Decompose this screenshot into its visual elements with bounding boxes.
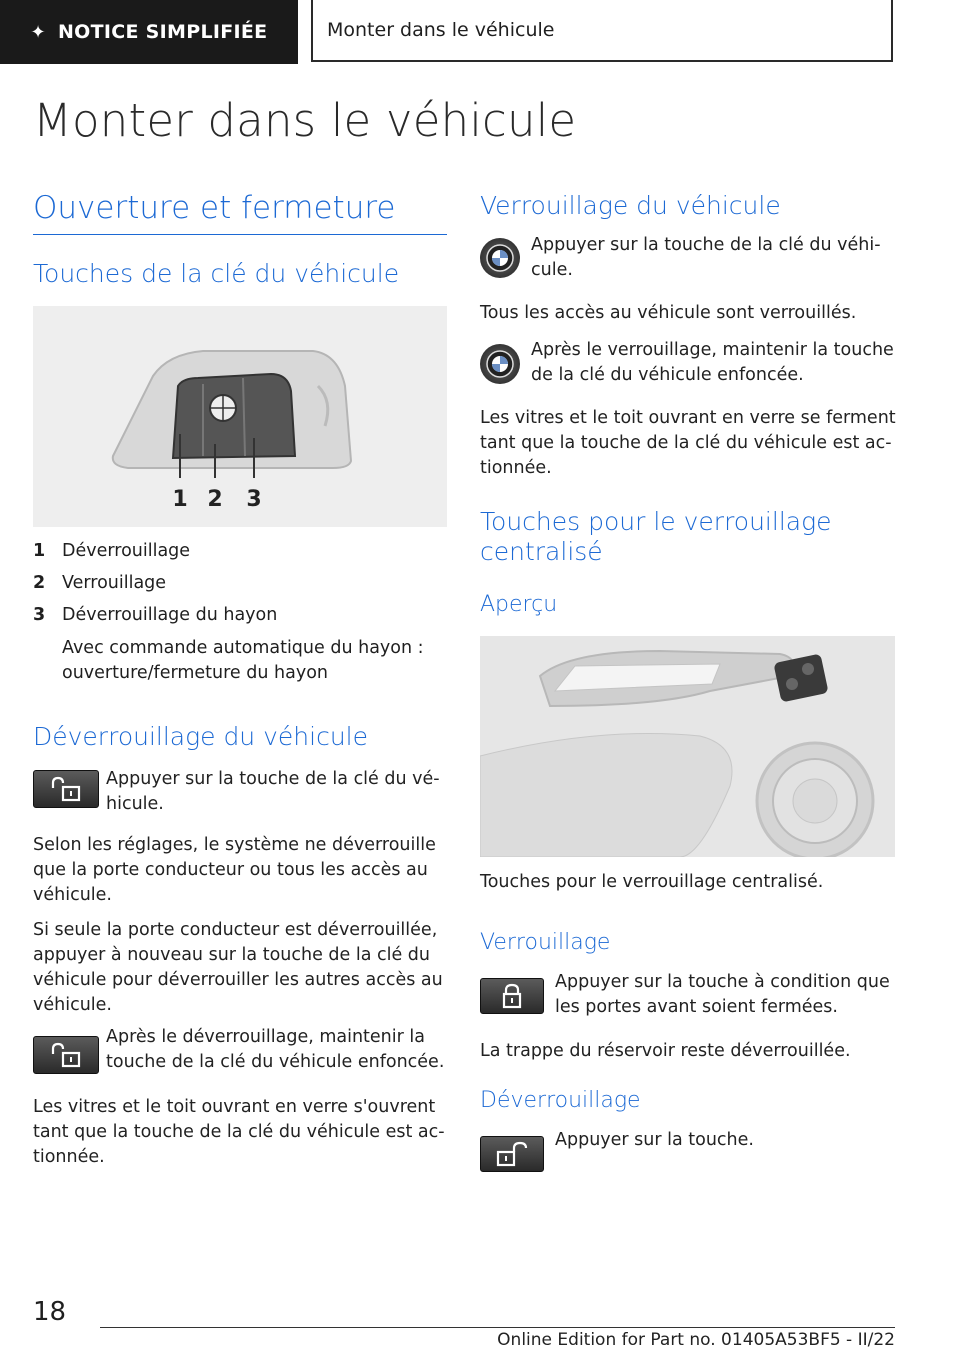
key-legend — [33, 539, 447, 683]
locking-instruction: Appuyer sur la touche à condition que — [555, 972, 890, 992]
unlock-hold-button-symbol — [33, 1036, 99, 1074]
text-line: appuyer à nouveau sur la touche de la clé du — [33, 945, 431, 965]
lock-icon — [501, 983, 523, 1009]
heading-key-buttons: Touches de la clé du véhicule — [33, 259, 400, 288]
header-tab-label: NOTICE SIMPLIFIÉE — [57, 21, 268, 43]
heading-open-close: Ouverture et fermeture — [33, 190, 396, 226]
bmw-logo-icon — [480, 238, 520, 278]
text-line: tionnée. — [33, 1147, 105, 1167]
lock-hold-instruction: Après le verrouillage, maintenir la touche — [531, 340, 894, 360]
text-line: tionnée. — [480, 458, 552, 478]
heading-overview: Aperçu — [480, 592, 558, 617]
locking-paragraph: La trappe du réservoir reste déverrouillée. — [480, 1041, 851, 1061]
unlock-button-symbol — [33, 770, 99, 808]
legend-text: Déverrouillage — [62, 541, 191, 561]
heading-unlocking: Déverrouillage — [480, 1088, 641, 1113]
unlock-hold-instruction: touche de la clé du véhicule enfoncée. — [106, 1052, 445, 1072]
door-caption: Touches pour le verrouillage centralisé. — [480, 872, 824, 892]
heading-unlock: Déverrouillage du véhicule — [33, 722, 368, 751]
door-panel-illustration — [480, 636, 895, 857]
unlock-hold-instruction: Après le déverrouillage, maintenir la — [106, 1027, 425, 1047]
text-line: que la porte conducteur ou tous les accès au — [33, 860, 428, 880]
lock-hold-instruction: de la clé du véhicule enfoncée. — [531, 365, 804, 385]
legend-note: ouverture/fermeture du hayon — [62, 663, 328, 683]
unlock-paragraph-1 — [33, 833, 436, 908]
legend-text: Déverrouillage du hayon — [62, 605, 278, 625]
header-section — [311, 0, 893, 62]
key-figure-number: 1 — [172, 487, 188, 512]
heading-lock: Verrouillage du véhicule — [480, 191, 781, 220]
heading-line: centralisé — [480, 537, 603, 566]
page-title: Monter dans le véhicule — [33, 94, 577, 147]
locking-instruction: les portes avant soient fermées. — [555, 997, 838, 1017]
lock-paragraph-2 — [480, 406, 896, 481]
heading-central-locking — [480, 507, 831, 567]
legend-number: 3 — [33, 605, 46, 625]
lock-paragraph-1: Tous les accès au véhicule sont verrouillés. — [480, 303, 857, 323]
bmw-logo-icon — [480, 344, 520, 384]
heading-line: Touches pour le verrouillage — [480, 507, 832, 536]
lock-button-symbol — [480, 978, 544, 1014]
key-figure — [33, 306, 447, 527]
lock-instruction: cule. — [531, 260, 573, 280]
unlock-instruction: Appuyer sur la touche de la clé du vé- — [106, 769, 440, 789]
door-figure — [480, 636, 895, 857]
text-line: Si seule la porte conducteur est déverrouillée, — [33, 920, 438, 940]
heading-locking: Verrouillage — [480, 930, 611, 955]
unlock-door-button-symbol — [480, 1136, 544, 1172]
car-key-illustration — [33, 306, 447, 527]
legend-number: 1 — [33, 541, 46, 561]
text-line: tant que la touche de la clé du véhicule est ac- — [480, 433, 892, 453]
unlock-paragraph-3 — [33, 1095, 445, 1170]
legend-number: 2 — [33, 573, 46, 593]
text-line: véhicule. — [33, 885, 112, 905]
key-figure-number: 3 — [246, 487, 262, 512]
text-line: Selon les réglages, le système ne déverrouille — [33, 835, 436, 855]
text-line: véhicule. — [33, 995, 112, 1015]
text-line: Les vitres et le toit ouvrant en verre s'ouvrent — [33, 1097, 436, 1117]
legend-text: Verrouillage — [62, 573, 167, 593]
sparkle-icon: ✦ — [30, 21, 46, 43]
text-line: tant que la touche de la clé du véhicule est ac- — [33, 1122, 445, 1142]
page-number: 18 — [33, 1297, 67, 1327]
lock-instruction: Appuyer sur la touche de la clé du véhi- — [531, 235, 881, 255]
text-line: Les vitres et le toit ouvrant en verre se ferment — [480, 408, 896, 428]
header-tab — [0, 0, 298, 64]
unlock-icon — [49, 776, 83, 802]
unlock-icon — [495, 1141, 529, 1167]
text-line: véhicule pour déverrouiller les autres accès au — [33, 970, 443, 990]
footer-rule — [100, 1327, 895, 1328]
header-section-label: Monter dans le véhicule — [327, 19, 555, 41]
legend-note: Avec commande automatique du hayon : — [62, 638, 424, 658]
unlocking-instruction: Appuyer sur la touche. — [555, 1130, 754, 1150]
unlock-instruction: hicule. — [106, 794, 164, 814]
unlock-icon — [49, 1042, 83, 1068]
unlock-paragraph-2 — [33, 918, 443, 1018]
edition-note: Online Edition for Part no. 01405A53BF5 - II/22 — [497, 1330, 895, 1350]
heading-rule — [33, 234, 447, 235]
key-figure-number: 2 — [207, 487, 223, 512]
